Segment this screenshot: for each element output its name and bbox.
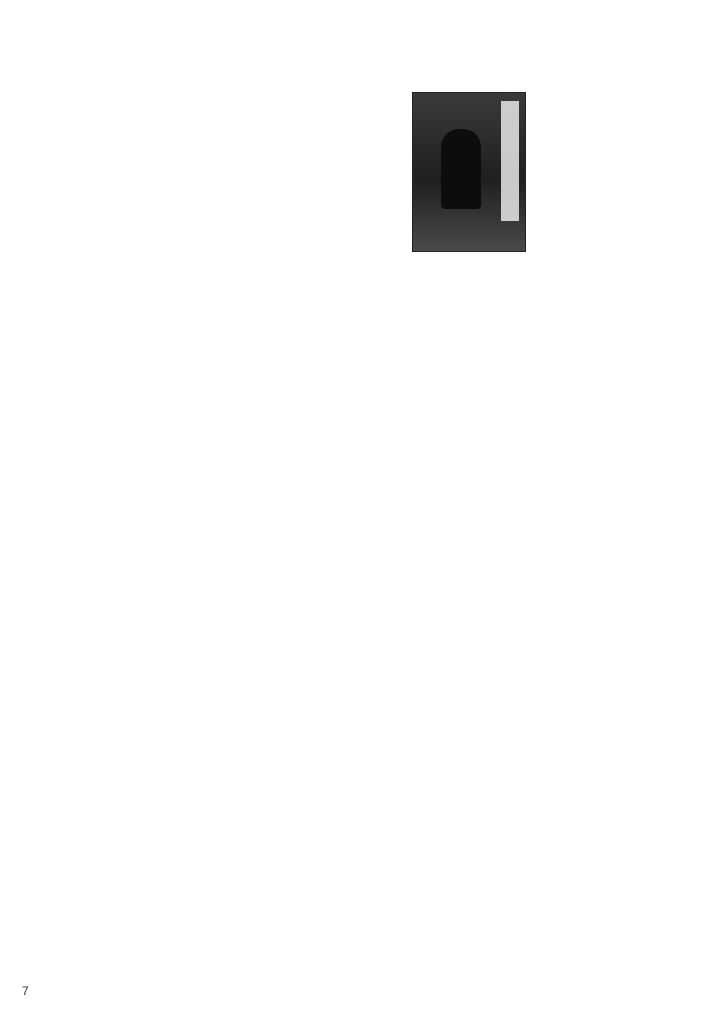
footnotes xyxy=(134,835,628,1005)
text-column-top-right xyxy=(400,92,628,452)
text-column-top-left xyxy=(96,92,402,452)
footnote-divider xyxy=(96,826,628,827)
text-column-bottom-main xyxy=(96,470,626,815)
page-number: 7 xyxy=(22,984,29,998)
